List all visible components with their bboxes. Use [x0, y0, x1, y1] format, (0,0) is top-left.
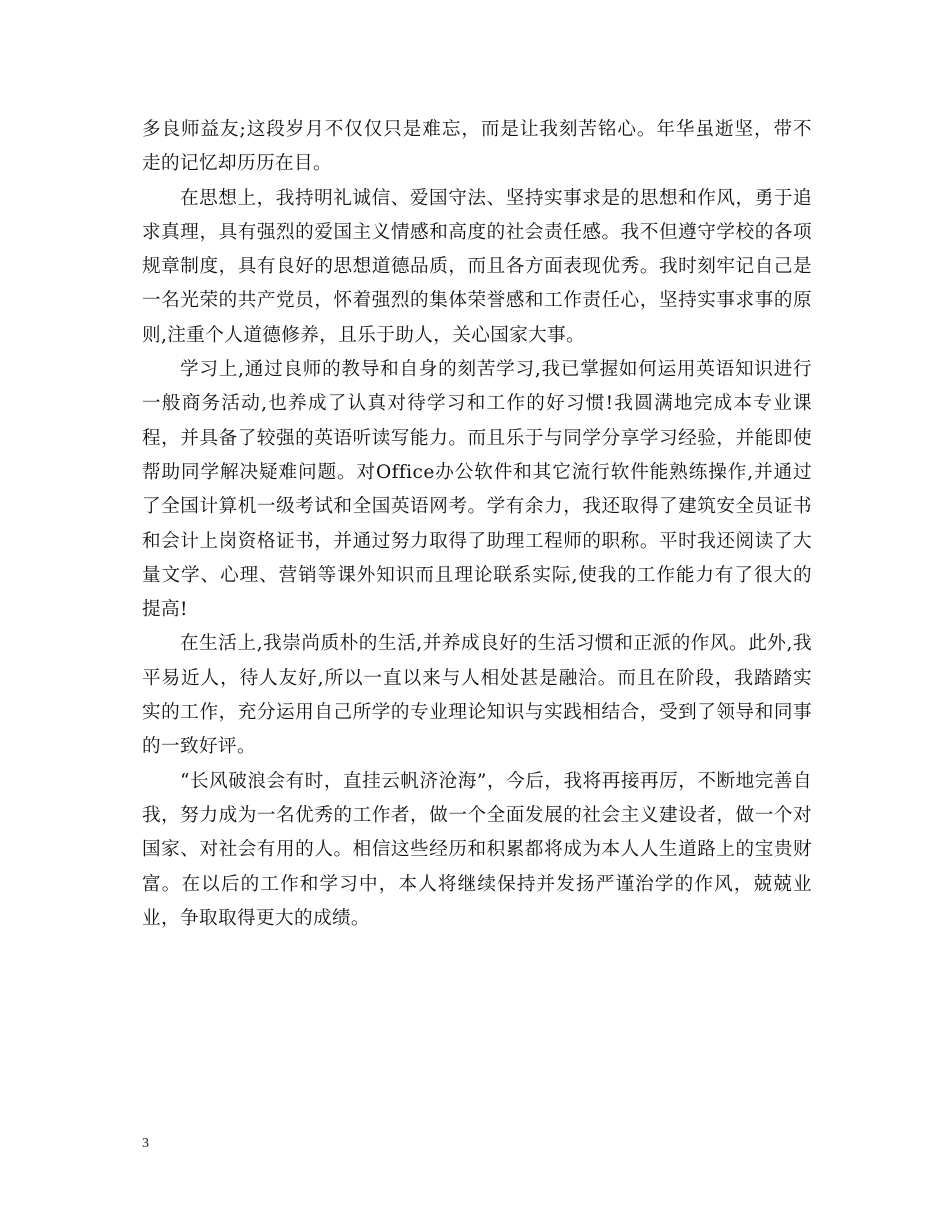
document-body [142, 113, 812, 936]
paragraph-ideology: 在思想上，我持明礼诚信、爱国守法、坚持实事求是的思想和作风，勇于追求真理，具有强烈的爱国主义情感和高度的社会责任感。我不但遵守学校的各项规章制度，具有良好的思想道德品质，而且各方面表现优秀。我时刻牢记自己是一名光荣的共产党员，怀着强烈的集体荣誉感和工作责任心，坚持实事求事的原则,注重个人道德修养，且乐于助人，关心国家大事。 [142, 187, 812, 346]
paragraph-study: 学习上,通过良师的教导和自身的刻苦学习,我已掌握如何运用英语知识进行一般商务活动,也养成了认真对待学习和工作的好习惯!我圆满地完成本专业课程，并具备了较强的英语听读写能力。而且乐于与同学分享学习经验，并能即使帮助同学解决疑难问题。对Office办公软件和其它流行软件能熟练操作,并通过了全国计算机一级考试和全国英语网考。学有余力，我还取得了建筑安全员证书和会计上岗资格证书，并通过努力取得了助理工程师的职称。平时我还阅读了大量文学、心理、营销等课外知识而且理论联系实际,使我的工作能力有了很大的提高! [142, 359, 812, 621]
paragraph-life: 在生活上,我崇尚质朴的生活,并养成良好的生活习惯和正派的作风。此外,我平易近人，待人友好,所以一直以来与人相处甚是融洽。而且在阶段，我踏踏实实的工作，充分运用自己所学的专业理论知识与实践相结合，受到了领导和同事的一致好评。 [142, 633, 812, 758]
page-number: 3 [142, 1136, 149, 1151]
paragraph-future: “长风破浪会有时，直挂云帆济沧海”，今后，我将再接再厉，不断地完善自我，努力成为一名优秀的工作者，做一个全面发展的社会主义建设者，做一个对国家、对社会有用的人。相信这些经历和积累都将成为本人人生道路上的宝贵财富。在以后的工作和学习中，本人将继续保持并发扬严谨治学的作风，兢兢业业，争取取得更大的成绩。 [142, 770, 812, 929]
paragraph-continuation: 多良师益友;这段岁月不仅仅只是难忘，而是让我刻苦铭心。年华虽逝坚，带不走的记忆却历历在目。 [142, 119, 812, 175]
